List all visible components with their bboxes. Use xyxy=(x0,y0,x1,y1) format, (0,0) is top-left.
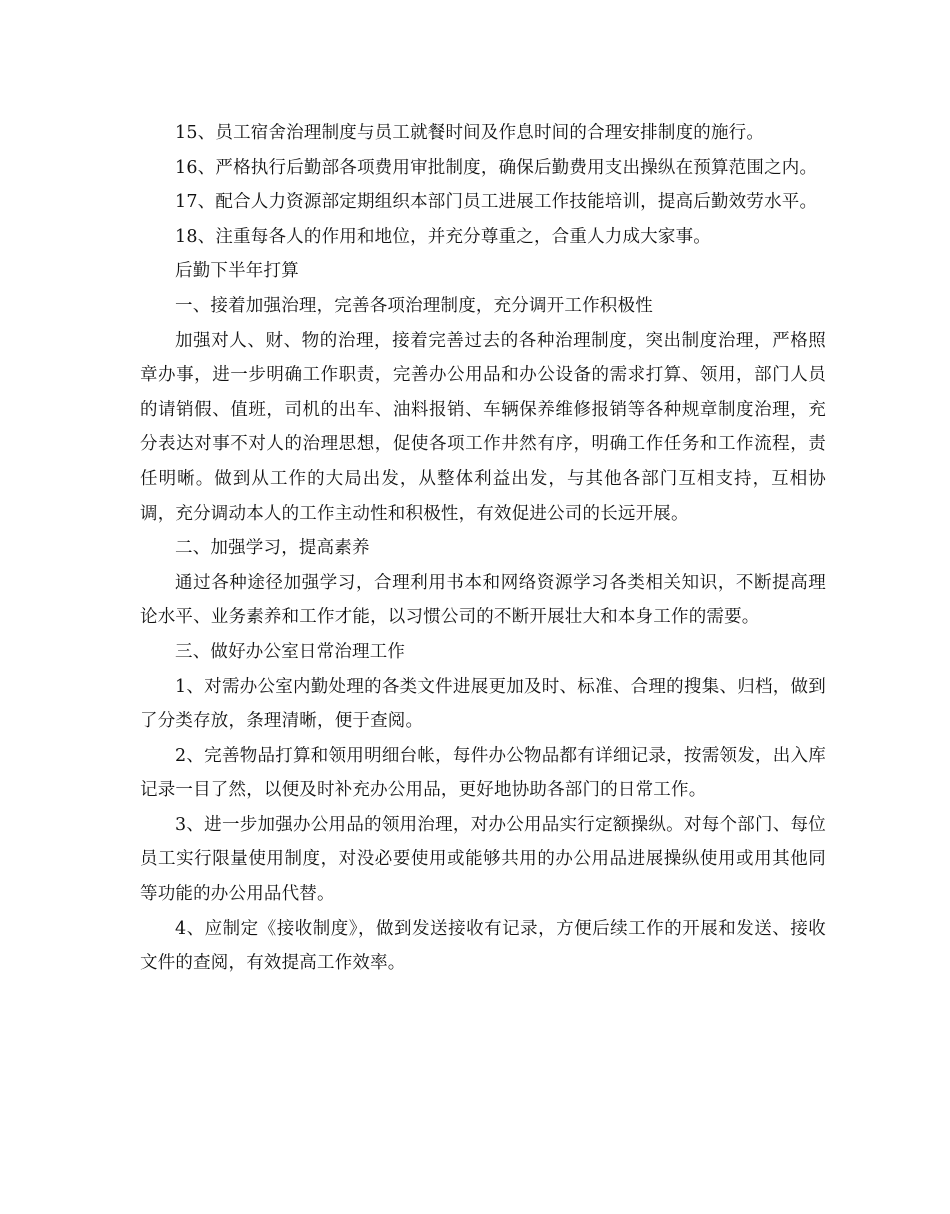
paragraph-management-body: 加强对人、财、物的治理，接着完善过去的各种治理制度，突出制度治理，严格照章办事，进一步明确工作职责，完善办公用品和办公设备的需求打算、领用，部门人员的请销假、值班，司机的出车、油料报销、车辆保养维修报销等各种规章制度治理，充分表达对事不对人的治理思想，促使各项工作井然有序，明确工作任务和工作流程，责任明晰。做到从工作的大局出发，从整体利益出发，与其他各部门互相支持，互相协调，充分调动本人的工作主动性和积极性，有效促进公司的长远开展。 xyxy=(140,330,826,524)
paragraph-item-18: 18、注重每各人的作用和地位，并充分尊重之，合重人力成大家事。 xyxy=(175,226,711,247)
paragraph-study-body: 通过各种途径加强学习，合理利用书本和网络资源学习各类相关知识，不断提高理论水平、业务素养和工作才能，以习惯公司的不断开展壮大和本身工作的需要。 xyxy=(140,572,826,628)
section-heading-plan: 后勤下半年打算 xyxy=(175,261,299,282)
section-heading-study: 二、加强学习，提高素养 xyxy=(175,538,370,559)
section-heading-office: 三、做好办公室日常治理工作 xyxy=(175,641,406,662)
paragraph-office-item-2: 2、完善物品打算和领用明细台帐，每件办公物品都有详细记录，按需领发，出入库记录一目了然，以便及时补充办公用品，更好地协助各部门的日常工作。 xyxy=(140,745,826,801)
paragraph-item-15: 15、员工宿舍治理制度与员工就餐时间及作息时间的合理安排制度的施行。 xyxy=(175,123,765,143)
paragraph-item-17: 17、配合人力资源部定期组织本部门员工进展工作技能培训，提高后勤效劳水平。 xyxy=(175,192,818,213)
paragraph-office-item-4: 4、应制定《接收制度》，做到发送接收有记录，方便后续工作的开展和发送、接收文件的查阅，有效提高工作效率。 xyxy=(140,918,826,974)
document-body xyxy=(140,116,826,981)
paragraph-office-item-3: 3、进一步加强办公用品的领用治理，对办公用品实行定额操纵。对每个部门、每位员工实行限量使用制度，对没必要使用或能够共用的办公用品进展操纵使用或用其他同等功能的办公用品代替。 xyxy=(140,814,826,905)
section-heading-management: 一、接着加强治理，完善各项治理制度，充分调开工作积极性 xyxy=(175,295,653,316)
paragraph-item-16: 16、严格执行后勤部各项费用审批制度，确保后勤费用支出操纵在预算范围之内。 xyxy=(175,157,818,178)
paragraph-office-item-1: 1、对需办公室内勤处理的各类文件进展更加及时、标准、合理的搜集、归档，做到了分类存放，条理清晰，便于查阅。 xyxy=(140,676,826,732)
